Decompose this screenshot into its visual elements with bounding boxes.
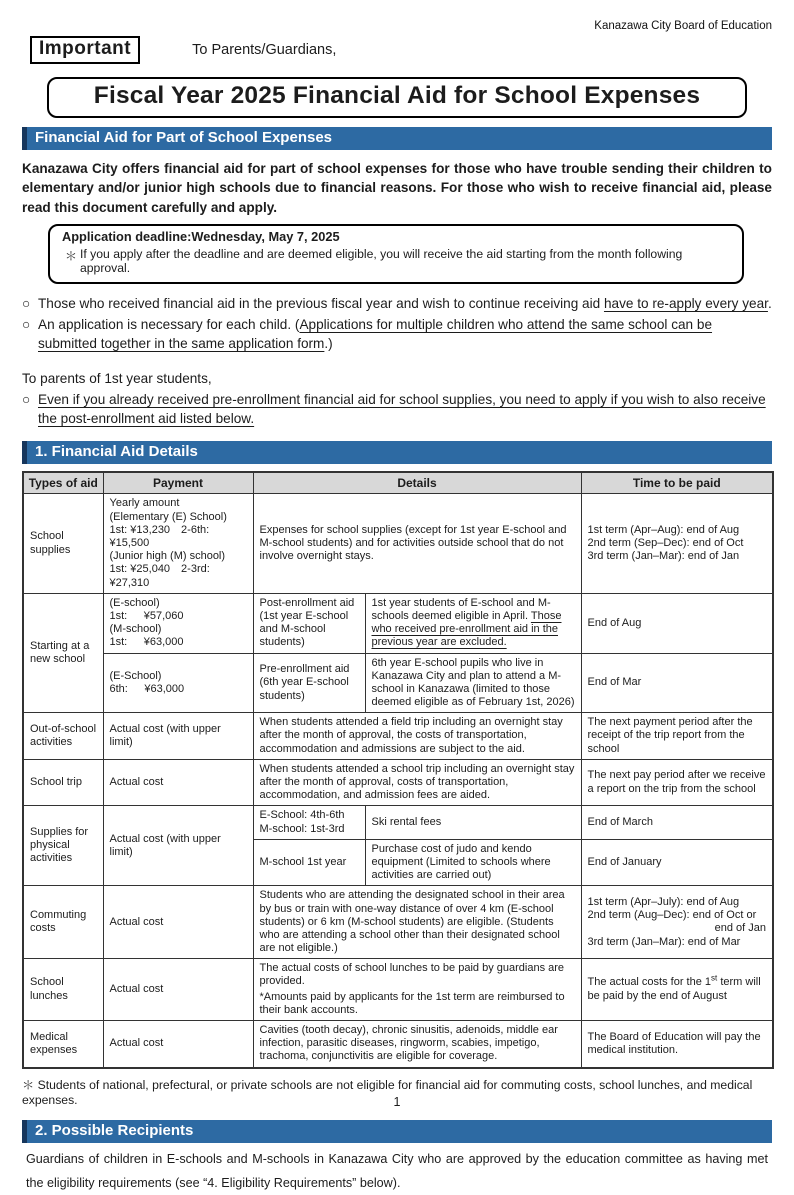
page-number: 1 (393, 1095, 401, 1109)
salutation: To Parents/Guardians, (192, 42, 337, 58)
details-cell: Students who are attending the designated school in their area by bus or train with one-way distance of over 4 km (E-school students) or 6 km (M-school students) are eligible. (Students who are attending a school other than their designated school are not eligible.) (253, 886, 581, 959)
circle-bullet-marker: ○ (22, 316, 31, 332)
bullet-application-per-child (22, 315, 772, 353)
aid-type: School trip (23, 759, 103, 806)
table-row-out-of-school (23, 713, 773, 760)
table-row-school-supplies (23, 494, 773, 593)
bullet-text-underlined: Applications for multiple children who attend the same school can be submitted together in the same application form (38, 316, 713, 351)
time-text: The actual costs for the 1 (587, 976, 712, 989)
aid-type: Commuting costs (23, 886, 103, 959)
time-cell: End of March (581, 806, 773, 839)
time-line: end of Jan (714, 922, 767, 935)
payment-line: (Junior high (M) school) (109, 550, 226, 563)
section2-title: 2. Possible Recipients (22, 1120, 772, 1143)
details-cell: Purchase cost of judo and kendo equipment (Limited to schools where activities are carried out) (365, 839, 581, 886)
banner-financial-aid: Financial Aid for Part of School Expenses (22, 127, 772, 150)
time-line: 2nd term (Aug–Dec): end of Oct or (587, 909, 757, 922)
time-line: 1st term (Apr–Aug): end of Aug (587, 523, 740, 536)
time-line: 3rd term (Jan–Mar): end of Jan (587, 550, 740, 563)
table-row-starting-pre-enrollment (23, 653, 773, 713)
payment-cell: Actual cost (103, 959, 253, 1021)
details-text-plain: 1st year students of E-school and M-schools deemed eligible in April. (371, 596, 551, 622)
payment-cell: Actual cost (103, 759, 253, 806)
aid-type: Out-of-school activities (23, 713, 103, 760)
col-header-payment: Payment (103, 472, 253, 494)
payment-line: Yearly amount (109, 497, 180, 510)
notes-list (22, 294, 772, 428)
details-cell: Ski rental fees (365, 806, 581, 839)
grade-cell (253, 806, 365, 839)
time-cell: End of January (581, 839, 773, 886)
asterisk-marker: ＊ (64, 248, 78, 263)
important-row (30, 36, 772, 64)
aid-type: Starting at a new school (23, 593, 103, 713)
payment-cell (103, 653, 253, 713)
payment-line: 1st: ¥13,230 2-6th:¥15,500 (109, 523, 210, 550)
bullet-text-end: .) (324, 335, 333, 351)
details-cell: Expenses for school supplies (except for 1st year E-school and M-school students) and for activities outside school that do not involve overnight stays. (253, 494, 581, 593)
details-cell (365, 593, 581, 653)
table-row-school-trip (23, 759, 773, 806)
time-cell: End of Aug (581, 593, 773, 653)
details-cell: When students attended a school trip including an overnight stay after the month of approval, costs of transportation, accommodation, and admission fees are aided. (253, 759, 581, 806)
details-label-cell: Post-enrollment aid (1st year E-school and M-school students) (253, 593, 365, 653)
bullet-reapply (22, 294, 772, 313)
payment-cell (103, 593, 253, 653)
payment-line: (E-School) (109, 669, 162, 682)
grade-cell: M-school 1st year (253, 839, 365, 886)
details-line: *Amounts paid by applicants for the 1st term are reimbursed to their bank accounts. (259, 990, 565, 1016)
aid-type: Supplies for physical activities (23, 806, 103, 886)
time-cell (581, 959, 773, 1021)
details-cell (253, 959, 581, 1021)
time-cell: The next pay period after we receive a report on the trip from the school (581, 759, 773, 806)
payment-line: 1st: ¥25,040 2-3rd: ¥27,310 (109, 563, 210, 589)
bullet-text-plain: Those who received financial aid in the previous fiscal year and wish to continue receiving aid (38, 295, 604, 311)
details-cell: When students attended a field trip including an overnight stay after the month of approval, the costs of transportation, accommodation and admissions are subject to the aid. (253, 713, 581, 760)
intro-paragraph: Kanazawa City offers financial aid for part of school expenses for those who have trouble sending their children to elementary and/or junior high schools due to financial reasons. For those who wish to receive financial aid, please read this document carefully and apply. (22, 161, 772, 215)
table-row-commuting (23, 886, 773, 959)
payment-line: 1st: ¥63,000 (109, 636, 184, 649)
payment-cell: Actual cost (103, 1021, 253, 1068)
time-cell: The Board of Education will pay the medical institution. (581, 1021, 773, 1068)
time-text: term will be paid by the end of August (587, 976, 761, 1002)
payment-line: (Elementary (E) School) (109, 510, 227, 523)
deadline-note-text: If you apply after the deadline and are deemed eligible, you will receive the aid starting from the month following approval. (80, 246, 683, 275)
table-row-starting-post-enrollment (23, 593, 773, 653)
time-cell: End of Mar (581, 653, 773, 713)
deadline-note (62, 247, 728, 275)
bullet-text (38, 315, 772, 353)
payment-cell: Actual cost (103, 886, 253, 959)
time-line: 1st term (Apr–July): end of Aug (587, 895, 740, 908)
bullet-text-underlined: Even if you already received pre-enrollment financial aid for school supplies, you need to apply if you wish to also receive the post-enrollment aid listed below. (38, 392, 766, 427)
bullet-text (38, 294, 772, 313)
bullet-first-year (22, 390, 772, 428)
details-cell: Cavities (tooth decay), chronic sinusitis, adenoids, middle ear infection, parasitic diseases, ringworm, scabies, impetigo, trachoma, conjunctivitis are eligible for coverage. (253, 1021, 581, 1068)
payment-cell (103, 494, 253, 593)
time-line: 2nd term (Sep–Dec): end of Oct (587, 537, 744, 550)
table-footnote: ＊ Students of national, prefectural, or private schools are not eligible for financial aid for commuting costs, school lunches, and medical expenses. (22, 1077, 753, 1107)
time-cell (581, 886, 773, 959)
col-header-details: Details (253, 472, 581, 494)
time-line: 3rd term (Jan–Mar): end of Mar (587, 935, 741, 948)
org-name: Kanazawa City Board of Education (594, 20, 772, 32)
important-label: Important (30, 36, 140, 64)
table-header-row (23, 472, 773, 494)
payment-line: 6th: ¥63,000 (109, 682, 185, 695)
circle-bullet-marker: ○ (22, 392, 31, 408)
deadline-title: Application deadline:Wednesday, May 7, 2025 (62, 228, 340, 244)
details-text-underlined: Those who received pre-enrollment aid in the previous year are excluded. (371, 609, 562, 649)
ordinal-superscript: st (711, 973, 718, 983)
col-header-time: Time to be paid (581, 472, 773, 494)
col-header-types: Types of aid (23, 472, 103, 494)
grade-line: E-School: 4th-6th (259, 809, 345, 822)
section1-title: 1. Financial Aid Details (22, 441, 772, 464)
circle-bullet-marker: ○ (22, 295, 31, 311)
aid-type: Medical expenses (23, 1021, 103, 1068)
details-line: The actual costs of school lunches to be paid by guardians are provided. (259, 962, 565, 988)
aid-type: School supplies (23, 494, 103, 593)
main-title: Fiscal Year 2025 Financial Aid for School Expenses (47, 77, 747, 118)
payment-cell: Actual cost (with upper limit) (103, 806, 253, 886)
bullet-text-plain: An application is necessary for each child. ( (38, 316, 300, 332)
deadline-box (48, 224, 744, 284)
to-parents-line: To parents of 1st year students, (22, 370, 212, 386)
bullet-text (38, 390, 772, 428)
table-row-physical-ski (23, 806, 773, 839)
time-cell: The next payment period after the receipt of the trip report from the school (581, 713, 773, 760)
recipients-paragraph: Guardians of children in E-schools and M-schools in Kanazawa City who are approved by the education committee as having met the eligibility requirements (see “4. Eligibility Requirements” below). (26, 1151, 768, 1190)
payment-line: (E-school) (109, 596, 160, 609)
payment-line: (M-school) (109, 623, 162, 636)
table-row-medical (23, 1021, 773, 1068)
payment-line: 1st: ¥57,060 (109, 609, 184, 622)
bullet-text-end: . (767, 295, 772, 311)
financial-aid-table (22, 471, 774, 1069)
bullet-text-underlined: have to re-apply every year (603, 295, 768, 311)
grade-line: M-school: 1st-3rd (259, 822, 345, 835)
details-cell: 6th year E-school pupils who live in Kanazawa City and plan to attend a M-school in Kanazawa (limited to those deemed eligible as of February 1st, 2026) (365, 653, 581, 713)
details-label-cell: Pre-enrollment aid (6th year E-school students) (253, 653, 365, 713)
time-cell (581, 494, 773, 593)
table-row-school-lunches (23, 959, 773, 1021)
aid-type: School lunches (23, 959, 103, 1021)
payment-cell: Actual cost (with upper limit) (103, 713, 253, 760)
